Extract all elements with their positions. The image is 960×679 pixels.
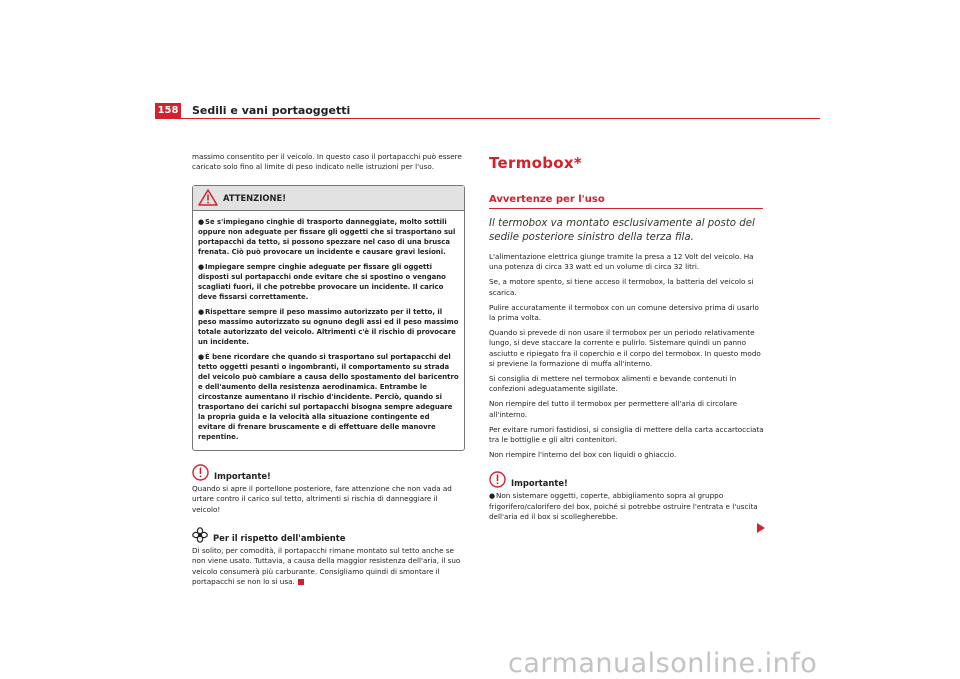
body-paragraph: Pulire accuratamente il termobox con un comune detersivo prima di usarlo la prima volta.: [489, 302, 759, 323]
page-number: 158: [155, 103, 181, 119]
warning-item-text: Se s'impiegano cinghie di trasporto danneggiate, molto sottili oppure non adeguate per fissare gli oggetti che si trasportano sul portapacchi da tetto, si possono spezzare nel caso di una brusca frenata. Ciò può provocare un incidente e causare gravi lesioni.: [198, 217, 456, 256]
bullet-icon: ●: [198, 352, 205, 361]
important-header: [192, 463, 465, 481]
warning-item: [198, 352, 459, 442]
right-column: [489, 152, 766, 522]
environment-header: [192, 525, 465, 543]
header-rule: [181, 118, 820, 119]
warning-item: [198, 307, 459, 347]
warning-item-text: Impiegare sempre cinghie adeguate per fissare gli oggetti disposti sul portapacchi onde evitare che si spostino o vengano scagliati fuori, il che potrebbe provocare un incidente. Il carico deve fissarsi correttamente.: [198, 262, 446, 301]
important-note-left: [192, 463, 465, 515]
warning-item: [198, 217, 459, 257]
body-paragraph: Se, a motore spento, si tiene acceso il termobox, la batteria del veicolo si scarica.: [489, 277, 754, 297]
warning-item-text: È bene ricordare che quando si trasportano sul portapacchi del tetto oggetti pesanti o ingombranti, il comportamento su strada del veicolo può cambiare a causa dello spostamento del baricentro e dell'aumento della resistenza aerodinamica. Entrambe le circostanze aumentano il rischio d'incidente. Perciò, quando si trasportano dei carichi sul portapacchi bisogna sempre adeguare la propria guida e la velocità alla situazione contingente ed evitare di frenare bruscamente e di effettuare delle manovre repentine.: [198, 352, 459, 441]
body-paragraph: Si consiglia di mettere nel termobox alimenti e bevande contenuti in confezioni adeguatamente sigillate.: [489, 374, 737, 394]
heading-termobox: Termobox*: [489, 154, 583, 172]
important-text: Quando si apre il portellone posteriore, fare attenzione che non vada ad urtare contro il carico sul tetto, altrimenti si rischia di danneggiare il veicolo!: [192, 483, 452, 514]
flower-environment-icon: [192, 527, 208, 543]
environment-title: Per il rispetto dell'ambiente: [213, 533, 346, 544]
body-paragraph: L'alimentazione elettrica giunge tramite la presa a 12 Volt del veicolo. Ha una potenza di circa 33 watt ed un volume di circa 32 litri.: [489, 252, 754, 272]
warning-box: [192, 185, 465, 451]
important-item-text: Non sistemare oggetti, coperte, abbigliamento sopra al gruppo frigorifero/calorifero del box, poiché si potrebbe ostruire l'entrata e l'uscita dell'aria ed il box si scollegherebbe.: [489, 491, 758, 521]
body-paragraph: Per evitare rumori fastidiosi, si consiglia di mettere della carta accartocciata tra le bottiglie e gli altri contenitori.: [489, 424, 764, 445]
important-item: [489, 491, 766, 522]
warning-title: ATTENZIONE!: [223, 192, 287, 203]
important-header: [489, 470, 766, 488]
body-paragraph: Quando si prevede di non usare il termobox per un periodo relativamente lungo, si deve staccare la corrente e pulirlo. Sistemare quindi un panno asciutto e ripiegato fra il coperchio e il corpo del termobox. In questo modo si previene la formazione di muffa all'interno.: [489, 328, 761, 368]
warning-item: [198, 262, 459, 302]
watermark: carmanualsonline.info: [508, 648, 818, 679]
environment-text-content: Di solito, per comodità, il portapacchi rimane montato sul tetto anche se non viene usato. Tuttavia, a causa della maggior resistenza dell'aria, il suo veicolo consumerà più carburante. Consigliamo quindi di smontare il portapacchi se non lo si usa.: [192, 546, 461, 587]
section-title: Sedili e vani portaoggetti: [192, 104, 351, 117]
warning-triangle-icon: [198, 189, 218, 206]
subheading-usage: Avvertenze per l'uso: [489, 194, 605, 205]
exclamation-icon: [489, 471, 506, 488]
subheading-rule: [489, 208, 763, 209]
lead-paragraph: Il termobox va montato esclusivamente al posto del sedile posteriore sinistro della terza fila.: [489, 218, 755, 243]
end-of-section-mark: [298, 579, 304, 585]
bullet-icon: ●: [198, 217, 205, 226]
warning-body: [193, 211, 464, 450]
environment-note: [192, 525, 465, 588]
body-paragraph: Non riempire del tutto il termobox per permettere all'aria di circolare all'interno.: [489, 399, 738, 419]
exclamation-icon: [192, 464, 209, 481]
important-note-right: [489, 470, 766, 522]
left-column: [192, 152, 465, 598]
warning-header: [193, 186, 464, 211]
warning-item-text: Rispettare sempre il peso massimo autorizzato per il tetto, il peso massimo autorizzato su ognuno degli assi ed il peso massimo totale autorizzato del veicolo. Altrimenti c'è il rischio di provocare un incidente.: [198, 307, 459, 346]
important-title: Importante!: [214, 470, 271, 481]
bullet-icon: ●: [198, 307, 205, 316]
environment-text: [192, 546, 465, 588]
important-title: Importante!: [511, 478, 568, 489]
body-paragraph: Non riempire l'interno del box con liquidi o ghiaccio.: [489, 450, 677, 460]
bullet-icon: ●: [489, 492, 496, 501]
next-page-arrow-icon[interactable]: [756, 522, 766, 534]
bullet-icon: ●: [198, 262, 205, 271]
intro-paragraph: massimo consentito per il veicolo. In questo caso il portapacchi può essere caricato solo fino al limite di peso indicato nelle istruzioni per l'uso.: [192, 152, 462, 172]
